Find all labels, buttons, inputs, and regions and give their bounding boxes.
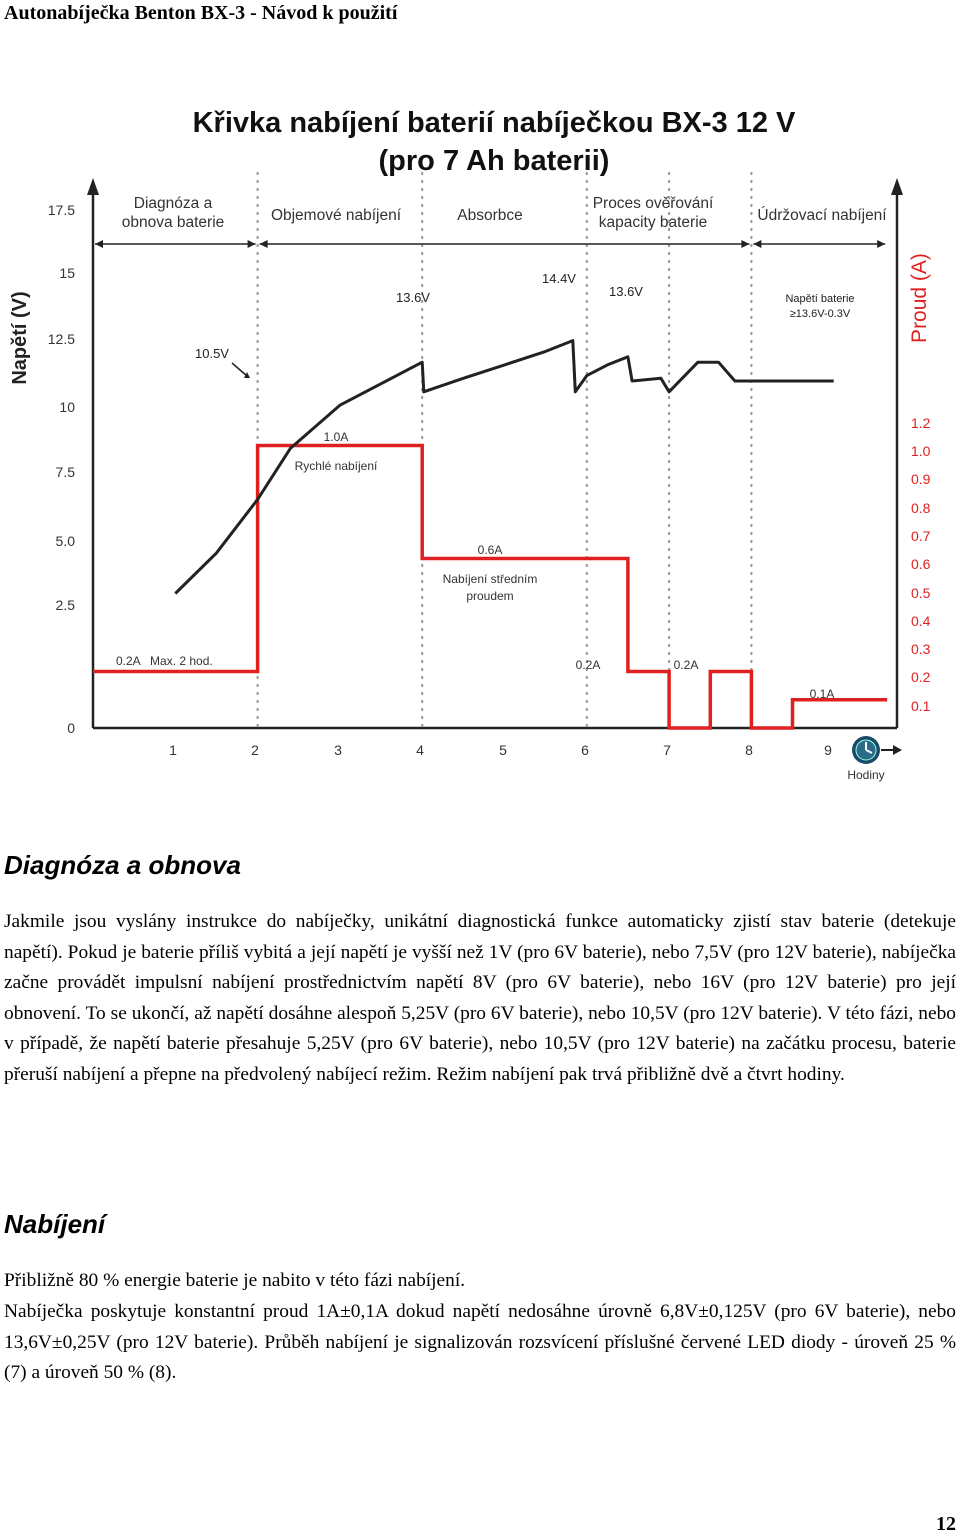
right-tick-label: 0.5	[911, 585, 931, 601]
right-tick-label: 0.3	[911, 641, 931, 657]
phase-label-maintenance: Údržovací nabíjení	[757, 207, 887, 224]
right-tick-label: 0.2	[911, 669, 931, 685]
annotation-0-2a-step6: 0.2A	[575, 658, 601, 672]
left-tick-label: 17.5	[47, 202, 75, 218]
x-tick-label: 2	[251, 742, 259, 758]
left-tick-label: 0	[67, 720, 75, 736]
voltage-annotations	[195, 271, 855, 378]
page-number: 12	[936, 1513, 956, 1535]
annotation-0-2a-step7: 0.2A	[673, 658, 699, 672]
annotation-0-2a-max: 0.2A Max. 2 hod.	[116, 654, 213, 668]
phase-label-diagnosis-line1: Diagnóza a	[133, 195, 213, 212]
x-tick-label: 9	[824, 742, 832, 758]
x-tick-label: 8	[745, 742, 753, 758]
x-tick-label: 4	[416, 742, 424, 758]
x-tick-labels	[169, 742, 832, 758]
arrowhead-icon	[741, 240, 749, 248]
section-paragraph-charging-1: Přibližně 80 % energie baterie je nabito v této fázi nabíjení.	[4, 1270, 466, 1291]
annotation-13-6v-verify: 13.6V	[609, 284, 643, 299]
phase-labels	[122, 195, 888, 231]
annotation-mid-current-line2: proudem	[466, 589, 514, 603]
section-heading-charging: Nabíjení	[4, 1209, 106, 1239]
arrowhead-icon	[248, 240, 256, 248]
arrowhead-icon	[95, 240, 103, 248]
annotation-maintenance-voltage-line2: ≥13.6V-0.3V	[789, 308, 851, 320]
section-paragraph-diagnosis: Jakmile jsou vyslány instrukce do nabíječky, unikátní diagnostická funkce automaticky zjistí stav baterie (detekuje napětí). Pokud je baterie příliš vybitá a její napětí je vyšší než 1V (pro 6V baterie), nebo 7,5V (pro 12V baterie), nabíječka začne provádět impulsní nabíjení prostřednictvím napětí 8V (pro 6V baterie), nebo 16V (pro 12V baterie) pro její obnovení. To se ukončí, až napětí dosáhne alespoň 5,25V (pro 6V baterie), nebo 10,5V (pro 12V baterie). V této fázi, nebo v případě, že napětí baterie přesahuje 5,25V (pro 6V baterie), nebo 10,5V (pro 12V baterie) na začátku procesu, baterie přeruší nabíjení a přepne na předvolený nabíjecí režim. Režim nabíjení pak trvá přibližně dvě a čtvrt hodiny.	[4, 911, 956, 1085]
right-tick-label: 0.4	[911, 613, 931, 629]
x-tick-label: 7	[663, 742, 671, 758]
arrowhead-icon	[877, 240, 885, 248]
left-tick-label: 7.5	[55, 464, 75, 480]
annotation-13-6v-bulk: 13.6V	[396, 290, 430, 305]
annotation-0-6a: 0.6A	[477, 543, 503, 557]
current-series-line	[93, 446, 887, 729]
phase-dividers	[258, 172, 752, 728]
phase-label-verification-line1: Proces ověřování	[592, 195, 714, 212]
x-tick-label: 6	[581, 742, 589, 758]
section-paragraph-charging-2: Nabíječka poskytuje konstantní proud 1A±0,1A dokud napětí nedosáhne úrovně 6,8V±0,125V (pro 6V baterie), nebo 13,6V±0,25V (pro 12V baterie). Průběh nabíjení je signalizován rozsvícení příslušné červené LED diody - úroveň 25 % (7) a úroveň 50 % (8).	[4, 1301, 956, 1383]
right-tick-label: 0.1	[911, 698, 931, 714]
x-tick-label: 5	[499, 742, 507, 758]
left-tick-label: 2.5	[55, 597, 75, 613]
right-tick-label: 0.6	[911, 556, 931, 572]
current-annotations	[116, 430, 834, 701]
left-tick-label: 15	[59, 265, 75, 281]
left-axis-label: Napětí (V)	[9, 291, 31, 385]
voltage-series-line	[175, 341, 833, 594]
x-tick-label: 3	[334, 742, 342, 758]
phase-label-verification-line2: kapacity baterie	[598, 214, 708, 231]
phase-label-diagnosis-line2: obnova baterie	[121, 214, 225, 231]
right-axis-label: Proud (A)	[908, 253, 931, 343]
arrowhead-icon	[753, 240, 761, 248]
right-tick-label: 0.8	[911, 500, 931, 516]
charging-curve-chart	[0, 80, 960, 800]
section-heading-diagnosis: Diagnóza a obnova	[4, 850, 241, 880]
right-tick-labels	[911, 415, 931, 714]
phase-label-absorption: Absorbce	[457, 207, 523, 224]
chart-subtitle: (pro 7 Ah baterii)	[378, 145, 610, 177]
y-axis-right-arrow-icon	[891, 178, 903, 195]
left-tick-label: 10	[59, 399, 75, 415]
annotation-0-1a: 0.1A	[809, 687, 835, 701]
left-tick-labels	[48, 202, 75, 736]
annotation-14-4v: 14.4V	[542, 271, 576, 286]
phase-span-arrows	[95, 240, 885, 248]
phase-label-bulk: Objemové nabíjení	[270, 207, 402, 224]
right-tick-label: 1.0	[911, 443, 931, 459]
y-axis-left-arrow-icon	[87, 178, 99, 195]
left-tick-label: 12.5	[47, 331, 75, 347]
annotation-fast-charge: Rychlé nabíjení	[294, 459, 378, 473]
annotation-arrow-icon	[232, 363, 247, 376]
arrowhead-icon	[260, 240, 268, 248]
document-header: Autonabíječka Benton BX-3 - Návod k použití	[4, 2, 398, 24]
x-tick-label: 1	[169, 742, 177, 758]
right-tick-label: 1.2	[911, 415, 931, 431]
annotation-maintenance-voltage-line1: Napětí baterie	[785, 293, 855, 305]
annotation-10-5v: 10.5V	[195, 346, 229, 361]
chart-title: Křivka nabíjení baterií nabíječkou BX-3 12 V	[192, 107, 796, 139]
annotation-1-0a: 1.0A	[323, 430, 349, 444]
right-tick-label: 0.9	[911, 471, 931, 487]
left-tick-label: 5.0	[55, 533, 75, 549]
clock-icon	[852, 736, 902, 764]
annotation-mid-current-line1: Nabíjení středním	[442, 572, 538, 586]
right-tick-label: 0.7	[911, 528, 931, 544]
x-axis-label: Hodiny	[847, 768, 885, 782]
